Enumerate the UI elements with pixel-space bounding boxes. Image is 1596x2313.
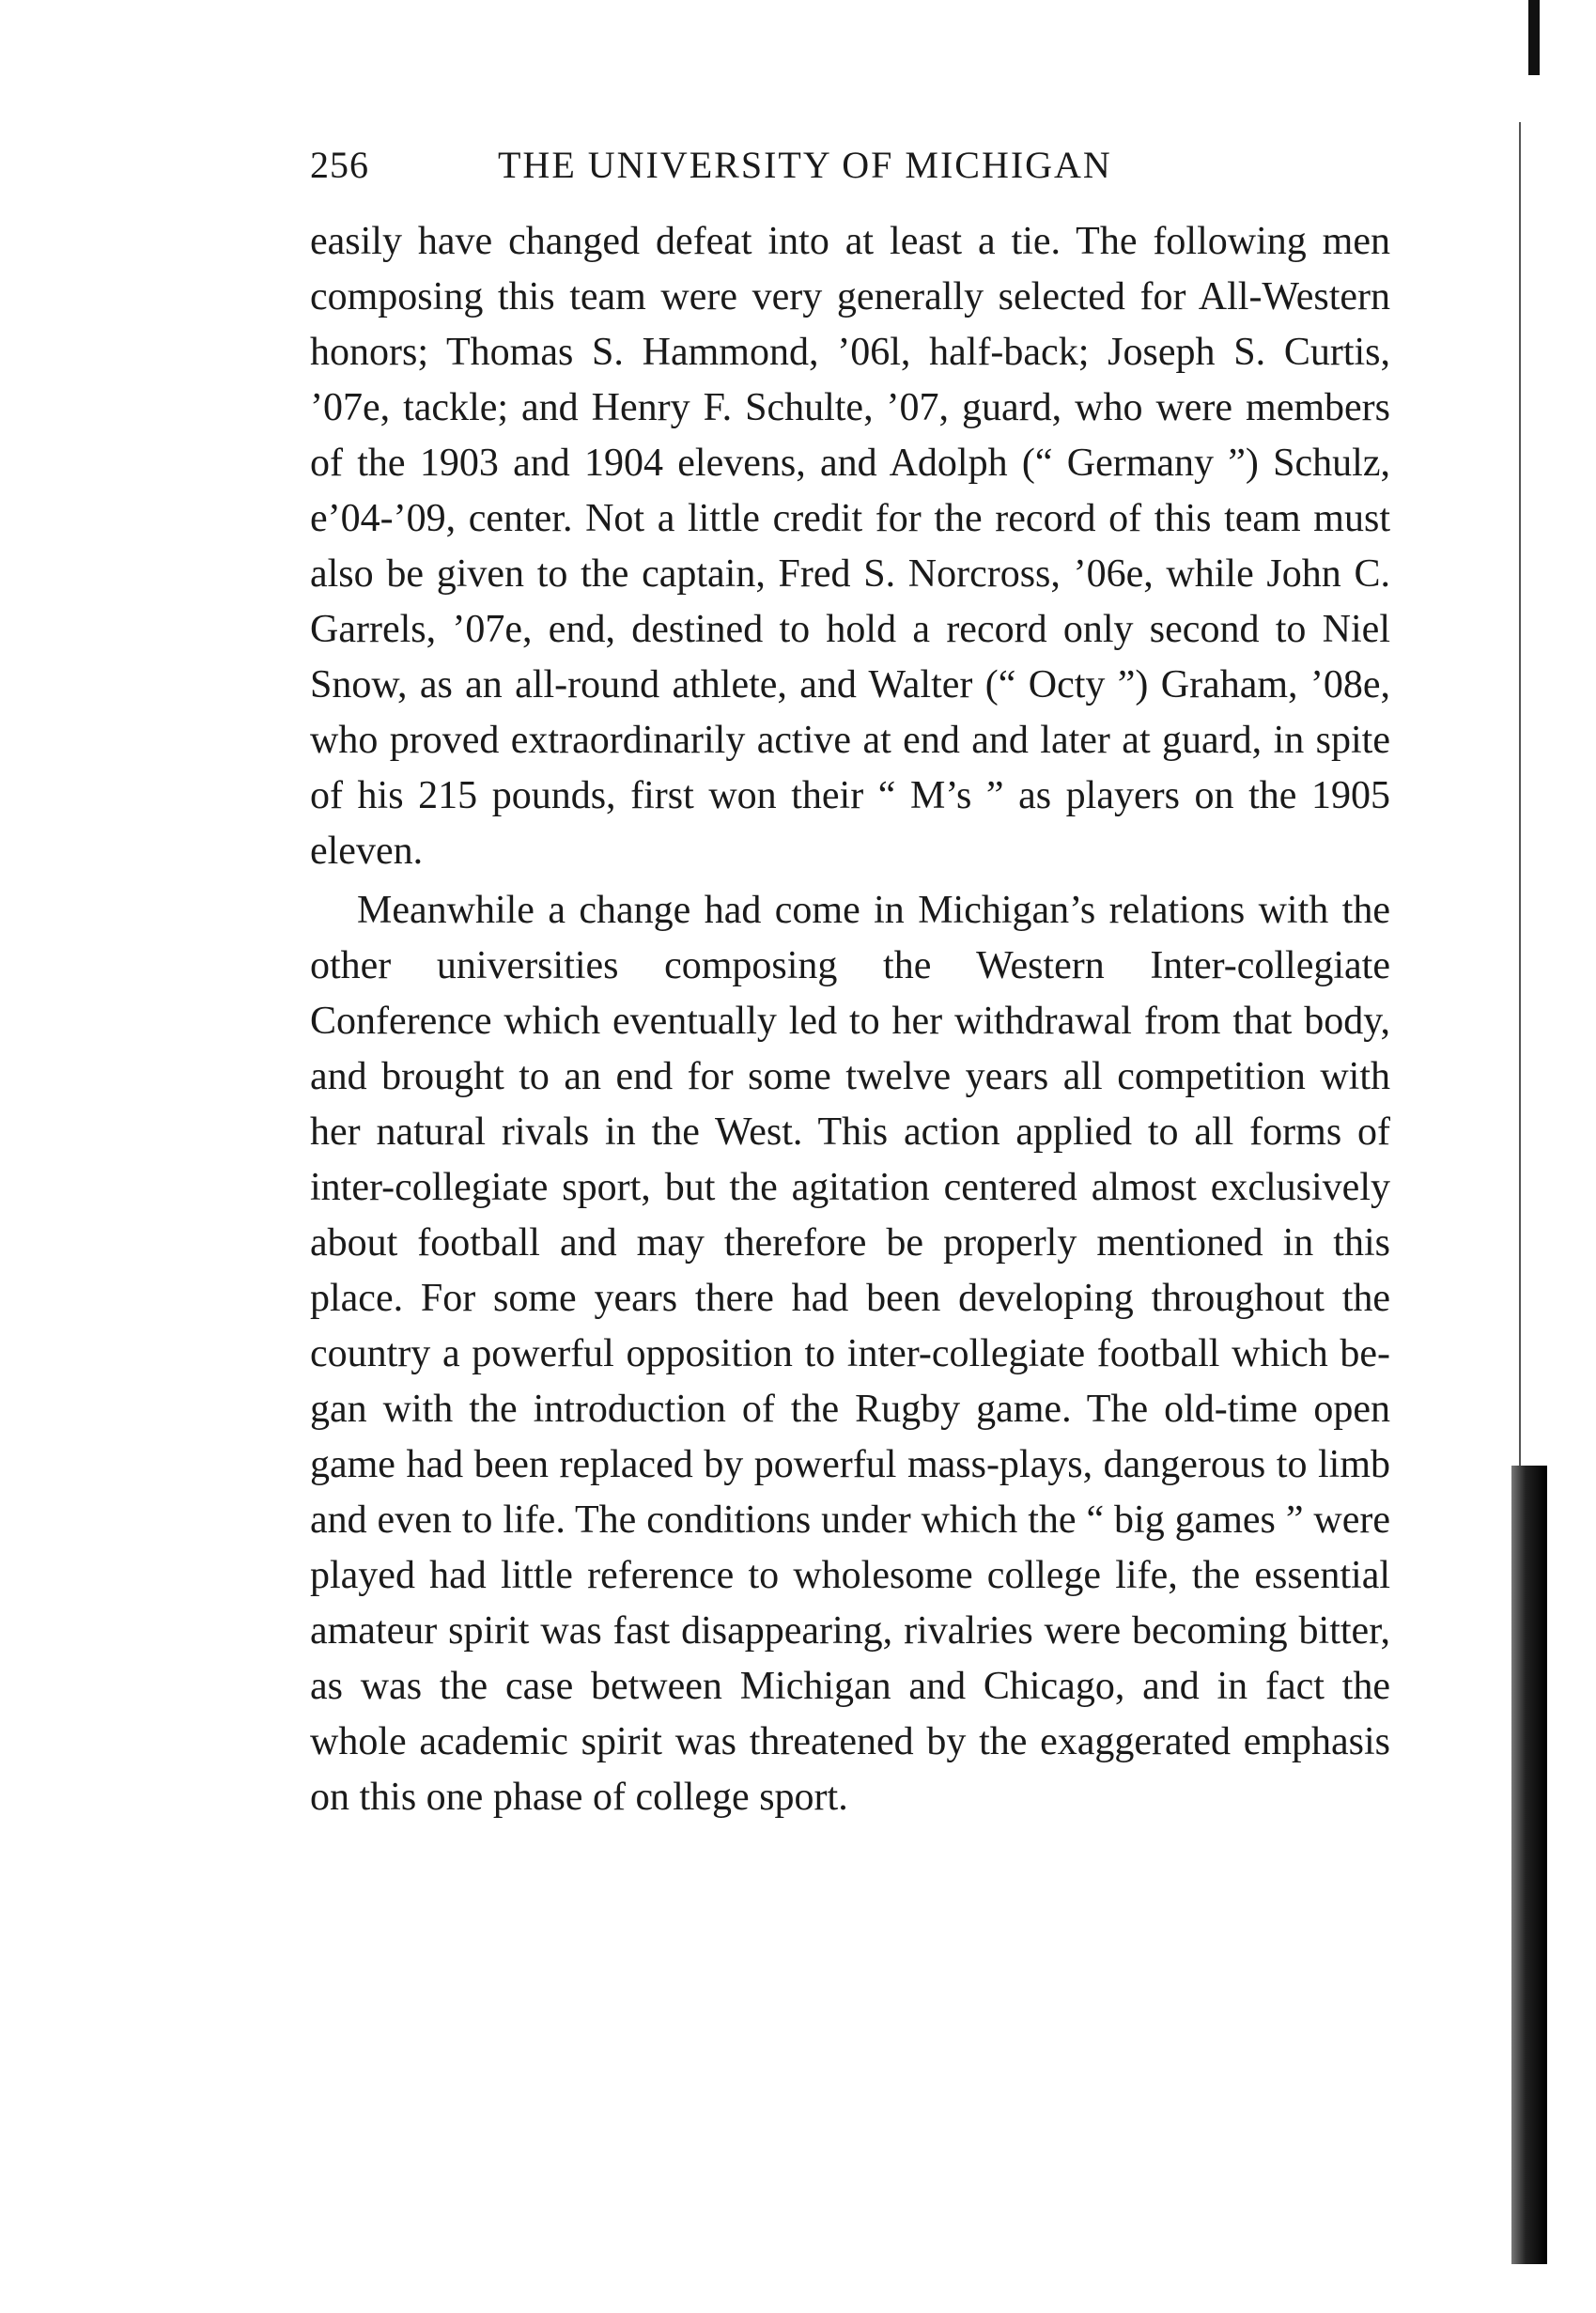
page-edge-shadow: [1511, 1466, 1547, 2264]
running-title: THE UNIVERSITY OF MICHIGAN: [498, 144, 1112, 186]
paragraph-2: Meanwhile a change had come in Michigan’s relations with the other universities composing the Western Inter-collegiate Conference which eventually led to her withdrawal from that body, and brought to an end for some twelve years all competition with her natural rivals in the West. This action applied to all forms of inter-collegiate sport, but the agitation centered almost exclusively about football and may therefore be properly mentioned in this place. For some years there had been developing throughout the country a powerful opposition to inter-collegiate football which be-gan with the introduction of the Rugby game. The old-time open game had been replaced by powerful mass-plays, dangerous to limb and even to life. The conditions under which the “ big games ” were played had little reference to wholesome college life, the essential amateur spirit was fast disappearing, rivalries were becoming bitter, as was the case between Michigan and Chicago, and in fact the whole academic spirit was threatened by the exaggerated emphasis on this one phase of college sport.: [310, 889, 1390, 1819]
page-number: 256: [310, 144, 369, 186]
body-text: [310, 214, 1390, 1825]
page-header: [310, 143, 1400, 199]
scan-edge-mark: [1528, 0, 1540, 75]
paragraph-1: easily have changed defeat into at least a tie. The following men composing this team were very generally selected for All-Western honors; Thomas S. Hammond, ’06l, half-back; Joseph S. Curtis, ’07e, tackle; and Henry F. Schulte, ’07, guard, who were members of the 1903 and 1904 elevens, and Adolph (“ Germany ”) Schulz, e’04-’09, center. Not a little credit for the record of this team must also be given to the captain, Fred S. Norcross, ’06e, while John C. Garrels, ’07e, end, destined to hold a record only second to Niel Snow, as an all-round athlete, and Walter (“ Octy ”) Graham, ’08e, who proved extraordinarily active at end and later at guard, in spite of his 215 pounds, first won their “ M’s ” as players on the 1905 eleven.: [310, 220, 1390, 873]
